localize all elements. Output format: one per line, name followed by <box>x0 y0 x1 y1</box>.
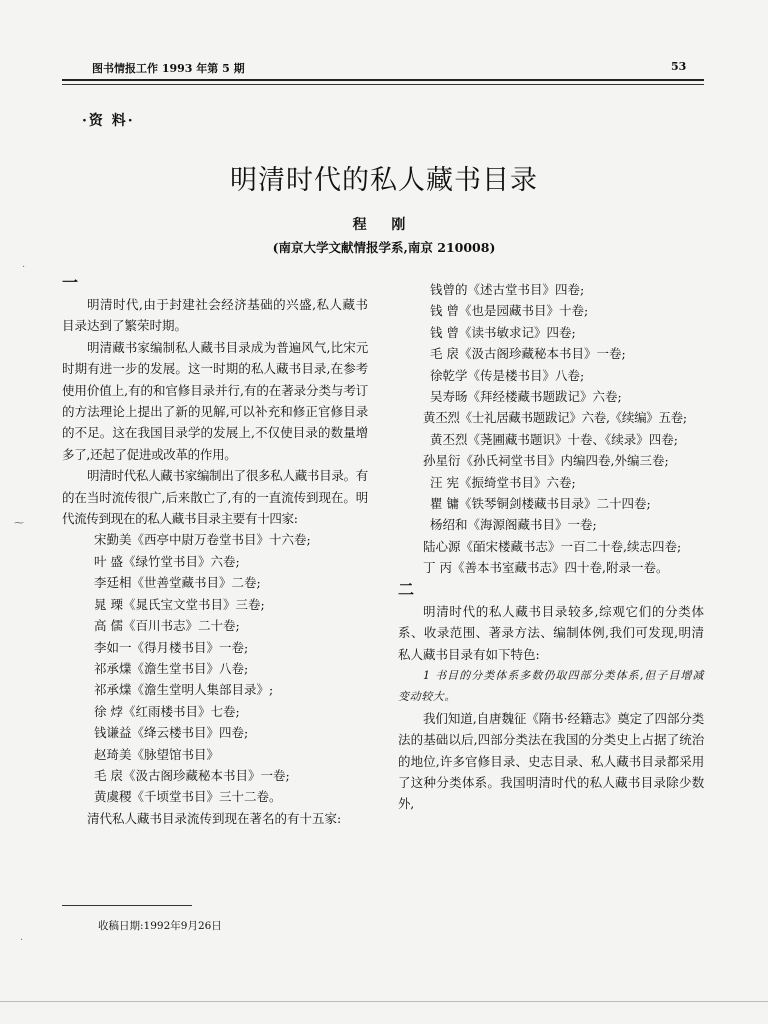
list-item: 李廷相《世善堂藏书目》二卷; <box>94 575 261 591</box>
list-item: 钱谦益《绛云楼书目》四卷; <box>94 725 249 741</box>
section-two-mark: 二 <box>398 579 415 599</box>
list-item: 高 儒《百川书志》二十卷; <box>94 618 240 634</box>
list-item: 陆心源《皕宋楼藏书志》一百二十卷,续志四卷; <box>423 538 682 554</box>
list-item: 宋勤美《西亭中尉万卷堂书目》十六卷; <box>94 532 311 548</box>
list-item: 吴寿旸《拜经楼藏书题跋记》六卷; <box>430 389 622 405</box>
journal-header: 图书情报工作 1993 年第 5 期 <box>92 62 245 75</box>
list-item: 徐 㶿《红雨楼书目》七卷; <box>94 703 240 719</box>
list-item: 钱曾的《述古堂书目》四卷; <box>430 282 585 297</box>
scan-speck: · <box>22 262 26 273</box>
footnote: 收稿日期:1992年9月26日 <box>98 920 222 932</box>
body-paragraph: 我们知道,自唐魏征《隋书·经籍志》奠定了四部分类法的基础以后,四部分类法在我国的分类史上占据了统治的地位,许多官修目录、史志目录、私人藏书目录都采用了这种分类体系。我国明清时代的私人藏书目录除少数外, <box>398 710 704 812</box>
list-item: 徐乾学《传是楼书目》八卷; <box>430 367 585 383</box>
header-rule-thin <box>62 84 704 85</box>
scan-speck: · <box>20 935 24 946</box>
list-item: 毛 扆《汲古阁珍藏秘本书目》一卷; <box>430 346 626 362</box>
list-item: 毛 扆《汲古阁珍藏秘本书目》一卷; <box>94 767 290 783</box>
list-item: 李如一《得月楼书目》一卷; <box>94 639 249 655</box>
body-paragraph: 明清时代,由于封建社会经济基础的兴盛,私人藏书目录达到了繁荣时期。 <box>62 297 368 334</box>
body-paragraph: 明清时代私人藏书家编制出了很多私人藏书目录。有的在当时流传很广,后来散亡了,有的一直流传到现在。明代流传到现在的私人藏书目录主要有十四家: <box>62 468 368 527</box>
page-number: 53 <box>671 60 687 73</box>
header-rule <box>62 79 704 81</box>
section-one-mark: 一 <box>62 273 79 292</box>
list-item: 杨绍和《海源阁藏书目》一卷; <box>430 517 597 533</box>
list-item: 丁 丙《善本书室藏书志》四十卷,附录一卷。 <box>423 560 669 576</box>
list-item: 瞿 镛《铁琴铜剑楼藏书目录》二十四卷; <box>430 496 651 512</box>
list-item: 钱 曾《读书敏求记》四卷; <box>430 324 576 340</box>
article-title: 明清时代的私人藏书目录 <box>230 165 538 196</box>
list-item: 祁承㸁《澹生堂书目》八卷; <box>94 660 249 676</box>
scan-speck: ⁓ <box>14 518 24 529</box>
footnote-rule <box>62 905 192 906</box>
list-item: 钱 曾《也是园藏书目》十卷; <box>430 303 589 319</box>
column-tag: ·资 料· <box>82 113 135 129</box>
author-affiliation: (南京大学文献情报学系,南京 210008) <box>272 240 496 255</box>
list-item: 汪 宪《振绮堂书目》六卷; <box>430 474 576 490</box>
list-item: 叶 盛《绿竹堂书目》六卷; <box>94 553 240 569</box>
body-paragraph: 明清藏书家编制私人藏书目录成为普遍风气,比宋元时期有进一步的发展。这一时期的私人藏书目录,在参考使用价值上,有的和官修目录并行,有的在著录分类与考订的方法理论上提出了新的见解,可以补充和修正官修目录的不足。这在我国目录学的发展上,不仅使目录的数量增多了,还起了促进或改革的作用。 <box>62 339 368 462</box>
subheading: 1 书目的分类体系多数仍取四部分类体系,但子目增减变动较大。 <box>398 668 704 704</box>
body-paragraph: 明清时代的私人藏书目录较多,综观它们的分类体系、收录范围、著录方法、编制体例,我们可发现,明清私人藏书目录有如下特色: <box>398 603 704 662</box>
list-item: 祁承㸁《澹生堂明人集部目录》; <box>94 682 274 698</box>
list-item: 黄丕烈《荛圃藏书题识》十卷、《续录》四卷; <box>430 431 678 447</box>
left-column <box>62 272 368 829</box>
body-paragraph: 清代私人藏书目录流传到现在著名的有十五家: <box>87 810 342 826</box>
list-item: 孙星衍《孙氏祠堂书目》内编四卷,外编三卷; <box>423 453 669 469</box>
scan-edge-line <box>0 1001 768 1002</box>
list-item: 晁 瑮《晁氏宝文堂书目》三卷; <box>94 596 265 612</box>
list-item: 黄丕烈《士礼居藏书题跋记》六卷,《续编》五卷; <box>423 410 687 426</box>
list-item: 赵琦美《脉望馆书目》 <box>94 746 220 762</box>
author-name: 程 刚 <box>352 217 416 233</box>
list-item: 黄虞稷《千顷堂书目》三十二卷。 <box>94 789 282 805</box>
right-column <box>398 279 704 815</box>
